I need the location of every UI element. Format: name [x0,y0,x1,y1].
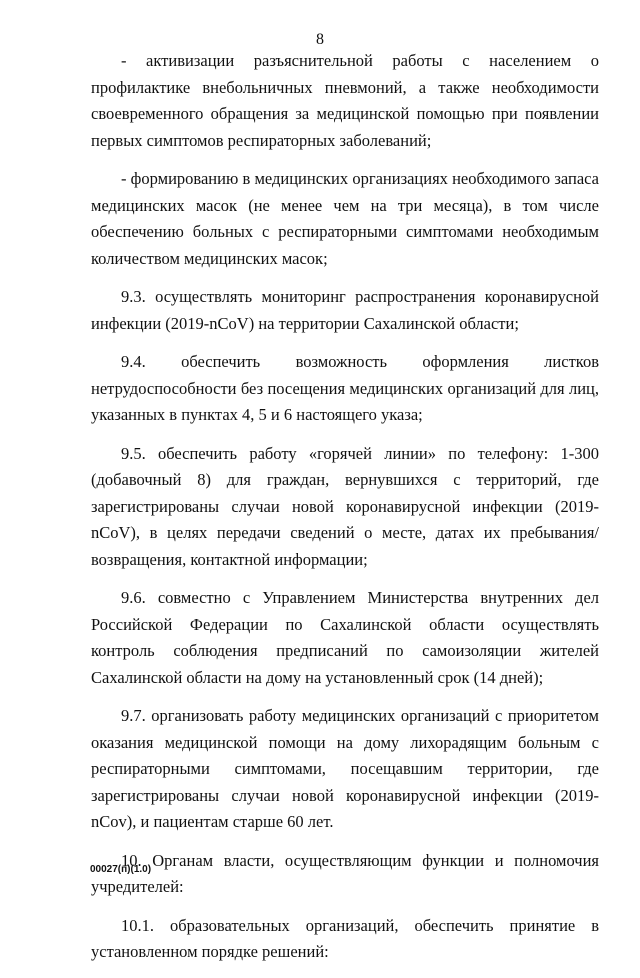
paragraph-10: 10. Органам власти, осуществляющим функции и полномочия учредителей: [91,850,599,896]
paragraph-mask-supply: - формированию в медицинских организациях необходимого запаса медицинских масок (не менее чем на три месяца), в том числе обеспечению больных с респираторными симптомами необходимым количеством медицинских масок; [91,169,599,268]
paragraph-10-1: 10.1. образовательных организаций, обеспечить принятие в установленном порядке решений: [91,915,599,961]
paragraph-9-6: 9.6. совместно с Управлением Министерства внутренних дел Российской Федерации по Сахалинской области осуществлять контроль соблюдения предписаний по самоизоляции жителей Сахалинской области на дому на установленный срок (14 дней); [91,588,599,687]
paragraph-9-4: 9.4. обеспечить возможность оформления листков нетрудоспособности без посещения медицинских организаций для лиц, указанных в пунктах 4, 5 и 6 настоящего указа; [91,352,599,424]
document-code-footer: 00027(п)(1.0) [90,864,152,875]
paragraph-9-5: 9.5. обеспечить работу «горячей линии» по телефону: 1-300 (добавочный 8) для граждан, вернувшихся с территорий, где зарегистрированы случаи новой коронавирусной инфекции (2019-nCoV), в целях передачи сведений о месте, датах их пребывания/возвращения, контактной информации; [91,443,599,569]
paragraph-9-7: 9.7. организовать работу медицинских организаций с приоритетом оказания медицинской помощи на дому лихорадящим больным с респираторными симптомами, посещавшим территории, где зарегистрированы случаи новой коронавирусной инфекции (2019-nCov), и пациентам старше 60 лет. [91,706,599,831]
paragraph-9-3: 9.3. осуществлять мониторинг распространения коронавирусной инфекции (2019-nCoV) на территории Сахалинской области; [91,287,599,333]
document-body [91,48,599,978]
page-number: 8 [316,31,324,48]
paragraph-public-outreach: - активизации разъяснительной работы с населением о профилактике внебольничных пневмоний, а также необходимости своевременного обращения за медицинской помощью при появлении первых симптомов респираторных заболеваний; [91,51,599,150]
